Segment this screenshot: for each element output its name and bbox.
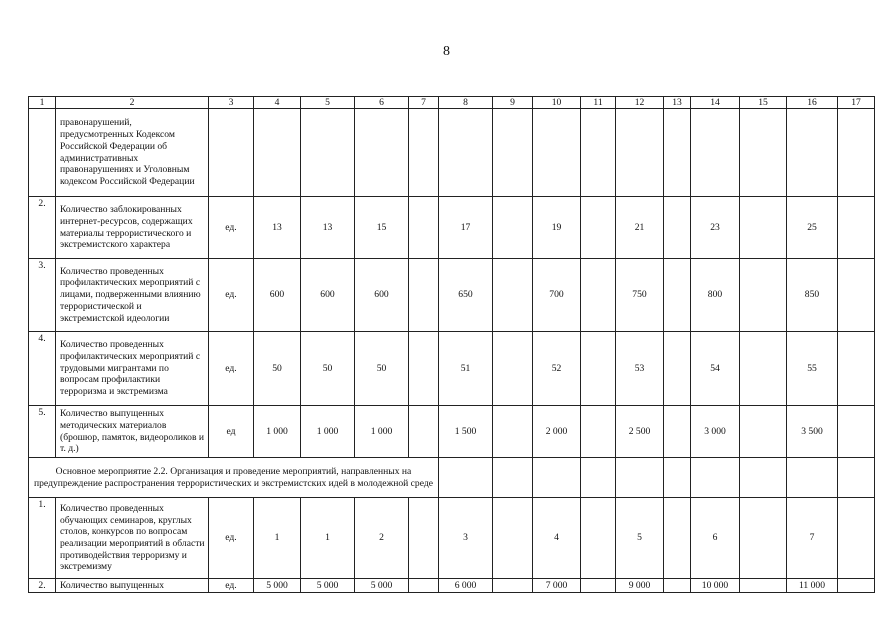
- value-cell: [581, 332, 616, 406]
- row-number: 5.: [29, 406, 56, 458]
- indicator-description: Количество проведенных профилактических мероприятий с трудовыми мигрантами по вопросам профилактики терроризма и экстремизма: [56, 332, 209, 406]
- value-cell: 7: [787, 498, 838, 579]
- empty-cell: [838, 458, 875, 498]
- column-number: 3: [209, 97, 254, 109]
- unit-cell: ед.: [209, 197, 254, 259]
- value-cell: 4: [533, 498, 581, 579]
- value-cell: 1 000: [301, 406, 355, 458]
- column-number: 7: [409, 97, 439, 109]
- value-cell: 50: [254, 332, 301, 406]
- page-number: 8: [443, 44, 450, 59]
- value-cell: 1 000: [355, 406, 409, 458]
- column-number: 16: [787, 97, 838, 109]
- value-cell: 13: [301, 197, 355, 259]
- value-cell: [664, 579, 691, 593]
- empty-cell: [616, 458, 664, 498]
- empty-cell: [533, 458, 581, 498]
- value-cell: 600: [254, 259, 301, 332]
- value-cell: [409, 498, 439, 579]
- value-cell: 13: [254, 197, 301, 259]
- value-cell: [409, 406, 439, 458]
- value-cell: 5: [616, 498, 664, 579]
- column-number: 12: [616, 97, 664, 109]
- value-cell: [493, 259, 533, 332]
- value-cell: [301, 109, 355, 197]
- value-cell: 600: [301, 259, 355, 332]
- value-cell: [409, 197, 439, 259]
- column-number: 1: [29, 97, 56, 109]
- value-cell: [838, 406, 875, 458]
- value-cell: 1 500: [439, 406, 493, 458]
- row-number: 4.: [29, 332, 56, 406]
- indicator-description: Количество проведенных профилактических мероприятий с лицами, подверженными влиянию террористической и экстремистской идеологии: [56, 259, 209, 332]
- value-cell: 11 000: [787, 579, 838, 593]
- value-cell: [533, 109, 581, 197]
- unit-cell: ед: [209, 406, 254, 458]
- value-cell: 3: [439, 498, 493, 579]
- value-cell: [409, 109, 439, 197]
- table-row: [29, 498, 875, 579]
- empty-cell: [664, 458, 691, 498]
- value-cell: 52: [533, 332, 581, 406]
- table-row: [29, 406, 875, 458]
- value-cell: [493, 498, 533, 579]
- row-number: 2.: [29, 197, 56, 259]
- value-cell: 10 000: [691, 579, 740, 593]
- value-cell: [493, 406, 533, 458]
- column-number: 17: [838, 97, 875, 109]
- value-cell: [581, 406, 616, 458]
- value-cell: 6 000: [439, 579, 493, 593]
- indicator-description: Количество проведенных обучающих семинаров, круглых столов, конкурсов по вопросам реализации мероприятий в области противодействия терроризму и экстремизму: [56, 498, 209, 579]
- value-cell: [787, 109, 838, 197]
- value-cell: [409, 579, 439, 593]
- value-cell: 650: [439, 259, 493, 332]
- indicator-description: Количество заблокированных интернет-ресурсов, содержащих материалы террористического и экстремистского характера: [56, 197, 209, 259]
- indicator-description: Количество выпущенных: [56, 579, 209, 593]
- value-cell: [581, 197, 616, 259]
- value-cell: [439, 109, 493, 197]
- value-cell: 3 000: [691, 406, 740, 458]
- unit-cell: ед.: [209, 498, 254, 579]
- value-cell: [664, 109, 691, 197]
- column-number: 5: [301, 97, 355, 109]
- value-cell: [740, 406, 787, 458]
- value-cell: 19: [533, 197, 581, 259]
- value-cell: 53: [616, 332, 664, 406]
- value-cell: [838, 259, 875, 332]
- value-cell: 2 000: [533, 406, 581, 458]
- table-row: [29, 332, 875, 406]
- value-cell: [581, 579, 616, 593]
- value-cell: 700: [533, 259, 581, 332]
- empty-cell: [581, 458, 616, 498]
- value-cell: [740, 259, 787, 332]
- empty-cell: [439, 458, 493, 498]
- unit-cell: ед.: [209, 332, 254, 406]
- value-cell: [581, 259, 616, 332]
- value-cell: 50: [355, 332, 409, 406]
- column-number: 8: [439, 97, 493, 109]
- value-cell: 9 000: [616, 579, 664, 593]
- value-cell: 51: [439, 332, 493, 406]
- value-cell: 54: [691, 332, 740, 406]
- row-number: 3.: [29, 259, 56, 332]
- value-cell: [838, 109, 875, 197]
- row-number: 2.: [29, 579, 56, 593]
- value-cell: 1 000: [254, 406, 301, 458]
- value-cell: 850: [787, 259, 838, 332]
- value-cell: 5 000: [301, 579, 355, 593]
- column-number: 10: [533, 97, 581, 109]
- value-cell: [664, 406, 691, 458]
- value-cell: [740, 109, 787, 197]
- column-number: 9: [493, 97, 533, 109]
- column-number: 4: [254, 97, 301, 109]
- row-number: [29, 109, 56, 197]
- value-cell: 2: [355, 498, 409, 579]
- empty-cell: [493, 458, 533, 498]
- column-number-row: [29, 97, 875, 109]
- empty-cell: [787, 458, 838, 498]
- value-cell: 23: [691, 197, 740, 259]
- value-cell: [409, 259, 439, 332]
- value-cell: 3 500: [787, 406, 838, 458]
- column-number: 15: [740, 97, 787, 109]
- value-cell: [664, 498, 691, 579]
- value-cell: 17: [439, 197, 493, 259]
- empty-cell: [691, 458, 740, 498]
- value-cell: 5 000: [254, 579, 301, 593]
- value-cell: 2 500: [616, 406, 664, 458]
- value-cell: 5 000: [355, 579, 409, 593]
- value-cell: [581, 109, 616, 197]
- table-row: [29, 259, 875, 332]
- value-cell: [616, 109, 664, 197]
- column-number: 2: [56, 97, 209, 109]
- table-row: [29, 109, 875, 197]
- value-cell: [838, 332, 875, 406]
- row-number: 1.: [29, 498, 56, 579]
- value-cell: 21: [616, 197, 664, 259]
- value-cell: 1: [301, 498, 355, 579]
- value-cell: 7 000: [533, 579, 581, 593]
- value-cell: [740, 197, 787, 259]
- value-cell: [493, 197, 533, 259]
- value-cell: [493, 109, 533, 197]
- value-cell: 750: [616, 259, 664, 332]
- column-number: 14: [691, 97, 740, 109]
- value-cell: [740, 332, 787, 406]
- value-cell: 1: [254, 498, 301, 579]
- value-cell: 25: [787, 197, 838, 259]
- unit-cell: ед.: [209, 259, 254, 332]
- value-cell: [838, 498, 875, 579]
- value-cell: 15: [355, 197, 409, 259]
- indicator-description: Количество выпущенных методических материалов (брошюр, памяток, видеороликов и т. д.): [56, 406, 209, 458]
- empty-cell: [740, 458, 787, 498]
- section-row: [29, 458, 875, 498]
- indicator-description: правонарушений, предусмотренных Кодексом Российской Федерации об административных правонарушениях и Уголовным кодексом Российской Федерации: [56, 109, 209, 197]
- value-cell: [664, 259, 691, 332]
- section-title: Основное мероприятие 2.2. Организация и проведение мероприятий, направленных на предупреждение распространения террористических и экстремистских идей в молодежной среде: [29, 458, 439, 498]
- value-cell: 600: [355, 259, 409, 332]
- table-row: [29, 197, 875, 259]
- value-cell: [664, 197, 691, 259]
- unit-cell: [209, 109, 254, 197]
- value-cell: [254, 109, 301, 197]
- value-cell: [493, 579, 533, 593]
- value-cell: 55: [787, 332, 838, 406]
- value-cell: 6: [691, 498, 740, 579]
- column-number: 13: [664, 97, 691, 109]
- column-number: 6: [355, 97, 409, 109]
- value-cell: 50: [301, 332, 355, 406]
- value-cell: [581, 498, 616, 579]
- value-cell: [740, 579, 787, 593]
- value-cell: [838, 579, 875, 593]
- value-cell: [664, 332, 691, 406]
- value-cell: [409, 332, 439, 406]
- unit-cell: ед.: [209, 579, 254, 593]
- value-cell: [355, 109, 409, 197]
- value-cell: [493, 332, 533, 406]
- column-number: 11: [581, 97, 616, 109]
- indicators-table: [28, 96, 875, 593]
- value-cell: [838, 197, 875, 259]
- value-cell: [740, 498, 787, 579]
- value-cell: [691, 109, 740, 197]
- value-cell: 800: [691, 259, 740, 332]
- table-row: [29, 579, 875, 593]
